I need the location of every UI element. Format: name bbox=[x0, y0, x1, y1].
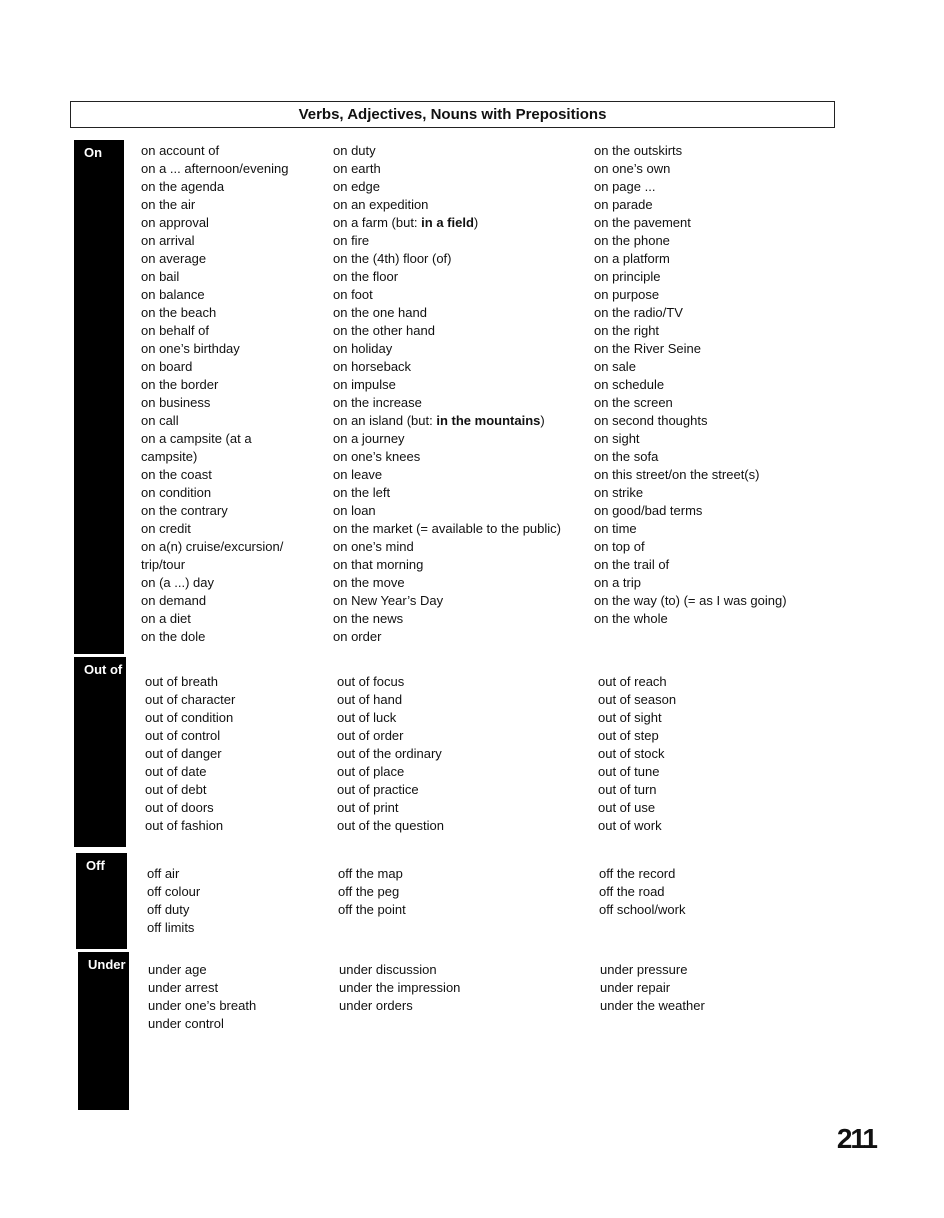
phrase-item: out of character bbox=[145, 692, 236, 707]
phrase-item: on demand bbox=[141, 593, 207, 608]
phrase-item: on a(n) cruise/excursion/ bbox=[141, 539, 284, 554]
phrase-item: on impulse bbox=[333, 377, 396, 392]
phrase-item: out of order bbox=[337, 728, 404, 743]
phrase-item: on the market (= available to the public) bbox=[333, 521, 561, 536]
phrase-item: on that morning bbox=[333, 557, 424, 572]
phrase-item: on schedule bbox=[594, 377, 665, 392]
phrase-item: off duty bbox=[147, 902, 190, 917]
phrase-item: on sale bbox=[594, 359, 636, 374]
phrase-item: on the other hand bbox=[333, 323, 435, 338]
phrase-item: on a trip bbox=[594, 575, 641, 590]
phrase-item: out of the ordinary bbox=[337, 746, 442, 761]
phrase-item: on one’s knees bbox=[333, 449, 421, 464]
section-tab-off: Off bbox=[76, 853, 127, 949]
column-3 bbox=[600, 961, 705, 1015]
phrase-item: campsite) bbox=[141, 449, 198, 464]
phrase-item: under repair bbox=[600, 980, 671, 995]
phrase-item: under control bbox=[148, 1016, 224, 1031]
column-2 bbox=[333, 142, 561, 646]
phrase-item: on behalf of bbox=[141, 323, 209, 338]
phrase-item: out of stock bbox=[598, 746, 665, 761]
phrase-item: out of hand bbox=[337, 692, 403, 707]
phrase-item: out of doors bbox=[145, 800, 214, 815]
phrase-item: on strike bbox=[594, 485, 644, 500]
page-title: Verbs, Adjectives, Nouns with Prepositions bbox=[70, 101, 835, 128]
phrase-item: on account of bbox=[141, 143, 220, 158]
phrase-item: on the radio/TV bbox=[594, 305, 683, 320]
phrase-item: out of the question bbox=[337, 818, 444, 833]
phrase-item: on fire bbox=[333, 233, 370, 248]
phrase-item: on the coast bbox=[141, 467, 212, 482]
phrase-item: on time bbox=[594, 521, 637, 536]
phrase-item: on horseback bbox=[333, 359, 412, 374]
phrase-item: on business bbox=[141, 395, 211, 410]
phrase-item: on (a ...) day bbox=[141, 575, 214, 590]
phrase-item: on the contrary bbox=[141, 503, 228, 518]
phrase-item: on foot bbox=[333, 287, 373, 302]
phrase-item: out of turn bbox=[598, 782, 657, 797]
phrase-item: out of use bbox=[598, 800, 656, 815]
phrase-item: under age bbox=[148, 962, 207, 977]
phrase-item: on credit bbox=[141, 521, 191, 536]
phrase-item: on one’s birthday bbox=[141, 341, 240, 356]
phrase-item: under pressure bbox=[600, 962, 688, 977]
phrase-item: on page ... bbox=[594, 179, 656, 194]
column-3 bbox=[598, 673, 676, 835]
phrase-item: on a platform bbox=[594, 251, 670, 266]
phrase-item: on the phone bbox=[594, 233, 670, 248]
phrase-item: on call bbox=[141, 413, 179, 428]
phrase-item: on the River Seine bbox=[594, 341, 701, 356]
column-3 bbox=[599, 865, 685, 919]
phrase-item: on parade bbox=[594, 197, 653, 212]
phrase-item: on holiday bbox=[333, 341, 393, 356]
phrase-item: on the dole bbox=[141, 629, 206, 644]
phrase-item: on edge bbox=[333, 179, 380, 194]
phrase-item: out of luck bbox=[337, 710, 397, 725]
phrase-item: on the whole bbox=[594, 611, 668, 626]
phrase-item: on an expedition bbox=[333, 197, 429, 212]
column-2 bbox=[338, 865, 406, 919]
phrase-item: out of reach bbox=[598, 674, 667, 689]
phrase-item: on the trail of bbox=[594, 557, 670, 572]
phrase-item: under orders bbox=[339, 998, 413, 1013]
phrase-item: on one’s mind bbox=[333, 539, 414, 554]
phrase-item: on New Year’s Day bbox=[333, 593, 444, 608]
phrase-item: on a farm (but: in a field) bbox=[333, 215, 479, 230]
phrase-item: on principle bbox=[594, 269, 661, 284]
phrase-item: on the move bbox=[333, 575, 405, 590]
phrase-item: on the floor bbox=[333, 269, 399, 284]
phrase-item: on the news bbox=[333, 611, 404, 626]
phrase-item: on arrival bbox=[141, 233, 195, 248]
phrase-item: off the peg bbox=[338, 884, 400, 899]
column-3 bbox=[594, 142, 787, 628]
phrase-item: out of control bbox=[145, 728, 221, 743]
phrase-item: on the sofa bbox=[594, 449, 659, 464]
phrase-item: on the (4th) floor (of) bbox=[333, 251, 452, 266]
column-1 bbox=[148, 961, 256, 1033]
phrase-item: out of season bbox=[598, 692, 677, 707]
phrase-item: on board bbox=[141, 359, 193, 374]
phrase-item: on a diet bbox=[141, 611, 191, 626]
phrase-item: on purpose bbox=[594, 287, 660, 302]
phrase-item: under the impression bbox=[339, 980, 461, 995]
phrase-item: on good/bad terms bbox=[594, 503, 703, 518]
section-tab-out-of: Out of bbox=[74, 657, 126, 847]
phrase-item: out of sight bbox=[598, 710, 662, 725]
column-1 bbox=[141, 142, 288, 646]
phrase-item: off school/work bbox=[599, 902, 686, 917]
phrase-item: out of print bbox=[337, 800, 399, 815]
phrase-item: under the weather bbox=[600, 998, 705, 1013]
phrase-item: on balance bbox=[141, 287, 205, 302]
section-tab-under: Under bbox=[78, 952, 129, 1110]
phrase-item: on this street/on the street(s) bbox=[594, 467, 760, 482]
phrase-item: out of danger bbox=[145, 746, 222, 761]
phrase-item: trip/tour bbox=[141, 557, 186, 572]
phrase-item: off the map bbox=[338, 866, 403, 881]
section-tab-on: On bbox=[74, 140, 124, 654]
phrase-item: under arrest bbox=[148, 980, 219, 995]
phrase-item: out of focus bbox=[337, 674, 405, 689]
phrase-item: on an island (but: in the mountains) bbox=[333, 413, 545, 428]
phrase-item: off limits bbox=[147, 920, 195, 935]
page-number: 211 bbox=[836, 1123, 876, 1154]
phrase-item: on loan bbox=[333, 503, 376, 518]
phrase-item: off air bbox=[147, 866, 180, 881]
phrase-item: on the pavement bbox=[594, 215, 691, 230]
phrase-item: on a ... afternoon/evening bbox=[141, 161, 289, 176]
phrase-item: on the left bbox=[333, 485, 391, 500]
phrase-item: on the border bbox=[141, 377, 219, 392]
phrase-item: out of date bbox=[145, 764, 207, 779]
phrase-item: on the beach bbox=[141, 305, 217, 320]
phrase-item: on order bbox=[333, 629, 382, 644]
phrase-item: out of place bbox=[337, 764, 405, 779]
phrase-item: out of step bbox=[598, 728, 659, 743]
phrase-item: on leave bbox=[333, 467, 383, 482]
column-1 bbox=[145, 673, 235, 835]
phrase-item: on the agenda bbox=[141, 179, 225, 194]
phrase-item: on condition bbox=[141, 485, 212, 500]
phrase-item: on bail bbox=[141, 269, 180, 284]
phrase-item: on the outskirts bbox=[594, 143, 683, 158]
phrase-item: on average bbox=[141, 251, 207, 266]
phrase-item: on duty bbox=[333, 143, 376, 158]
phrase-item: on the way (to) (= as I was going) bbox=[594, 593, 787, 608]
phrase-item: out of practice bbox=[337, 782, 419, 797]
phrase-item: on a campsite (at a bbox=[141, 431, 252, 446]
column-1 bbox=[147, 865, 200, 937]
phrase-item: out of debt bbox=[145, 782, 207, 797]
phrase-item: off colour bbox=[147, 884, 201, 899]
phrase-item: off the road bbox=[599, 884, 665, 899]
phrase-item: under discussion bbox=[339, 962, 437, 977]
phrase-item: on top of bbox=[594, 539, 645, 554]
column-2 bbox=[339, 961, 460, 1015]
phrase-item: on the right bbox=[594, 323, 660, 338]
phrase-item: out of breath bbox=[145, 674, 218, 689]
phrase-item: out of fashion bbox=[145, 818, 224, 833]
phrase-item: off the point bbox=[338, 902, 406, 917]
phrase-item: on the increase bbox=[333, 395, 422, 410]
phrase-item: under one’s breath bbox=[148, 998, 257, 1013]
phrase-item: on second thoughts bbox=[594, 413, 708, 428]
phrase-item: on the one hand bbox=[333, 305, 427, 320]
phrase-item: on earth bbox=[333, 161, 381, 176]
phrase-item: on approval bbox=[141, 215, 209, 230]
phrase-item: out of tune bbox=[598, 764, 660, 779]
phrase-item: on one’s own bbox=[594, 161, 671, 176]
phrase-item: on the screen bbox=[594, 395, 673, 410]
phrase-item: out of condition bbox=[145, 710, 234, 725]
column-2 bbox=[337, 673, 444, 835]
phrase-item: on a journey bbox=[333, 431, 405, 446]
phrase-item: on the air bbox=[141, 197, 196, 212]
phrase-item: on sight bbox=[594, 431, 640, 446]
phrase-item: off the record bbox=[599, 866, 676, 881]
phrase-item: out of work bbox=[598, 818, 662, 833]
